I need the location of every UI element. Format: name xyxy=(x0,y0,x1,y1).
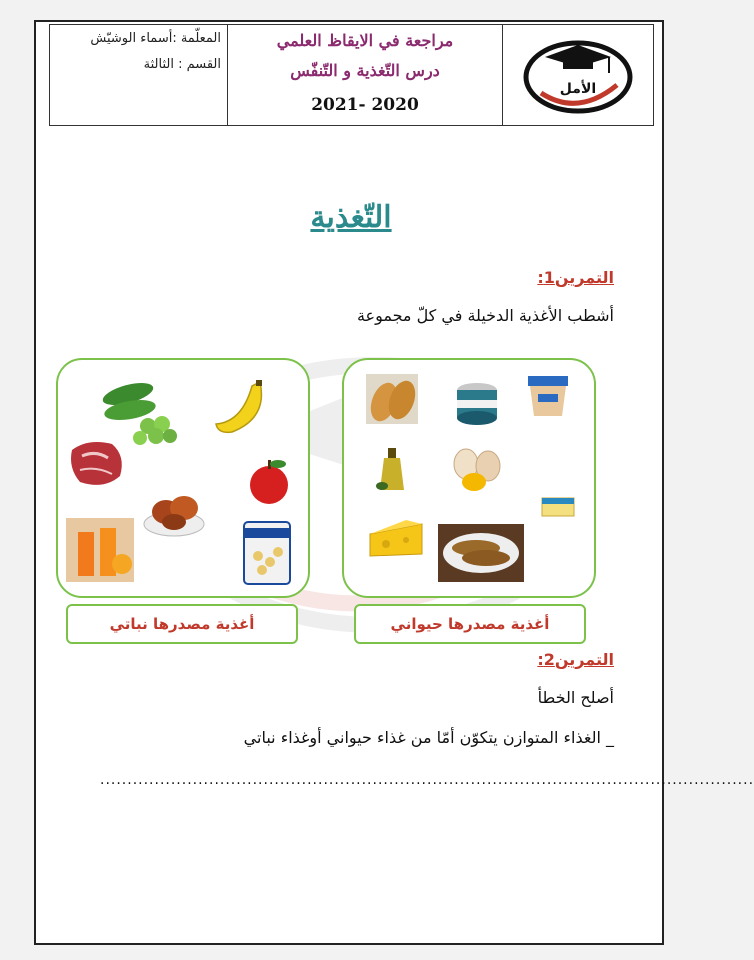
roast-chicken-icon[interactable] xyxy=(142,482,206,540)
logo-text: الأمل xyxy=(559,81,597,97)
grilled-fish-icon[interactable] xyxy=(438,524,524,582)
banana-icon[interactable] xyxy=(212,378,268,436)
teacher-cell xyxy=(50,25,228,125)
header-table xyxy=(49,24,654,126)
exercise2-instruction: أصلح الخطأ xyxy=(537,688,614,707)
exercise2-title: التمرين2: xyxy=(537,650,614,669)
exercise2-sentence: _ الغذاء المتوازن يتكوّن أمّا من غذاء حيواني أوغذاء نباتي xyxy=(243,728,614,747)
dairy-cup-icon[interactable] xyxy=(526,374,570,420)
logo-cell xyxy=(503,25,653,125)
cheese-icon[interactable] xyxy=(366,518,426,560)
teacher-name: المعلّمة :أسماء الوشيّش xyxy=(90,31,221,46)
plant-foods-label: أغذية مصدرها نباتي xyxy=(66,604,298,644)
orange-juice-icon[interactable] xyxy=(66,518,134,582)
bread-icon[interactable] xyxy=(366,374,418,424)
olive-oil-icon[interactable] xyxy=(374,446,410,494)
school-logo-icon xyxy=(521,35,635,115)
school-year: 2021- 2020 xyxy=(311,95,419,115)
lesson-subtitle: درس التّغذية و التّنفّس xyxy=(290,61,440,80)
apple-icon[interactable] xyxy=(246,456,292,506)
exercise1-instruction: أشطب الأغذية الدخيلة في كلّ مجموعة xyxy=(356,306,614,325)
eggs-icon[interactable] xyxy=(448,446,506,494)
class-section: القسم : الثالثة xyxy=(143,57,221,72)
answer-line[interactable]: ........................................................................................................................ xyxy=(100,772,754,788)
pasta-pack-icon[interactable] xyxy=(242,520,292,586)
exercise1-title: التمرين1: xyxy=(537,268,614,287)
animal-foods-label: أغذية مصدرها حيواني xyxy=(354,604,586,644)
red-meat-icon[interactable] xyxy=(68,436,128,490)
lesson-title: التّغذية xyxy=(310,200,392,235)
title-cell xyxy=(228,25,503,125)
review-title: مراجعة في الايقاظ العلمي xyxy=(276,31,454,50)
tuna-can-icon[interactable] xyxy=(454,380,500,428)
butter-icon[interactable] xyxy=(540,494,576,520)
